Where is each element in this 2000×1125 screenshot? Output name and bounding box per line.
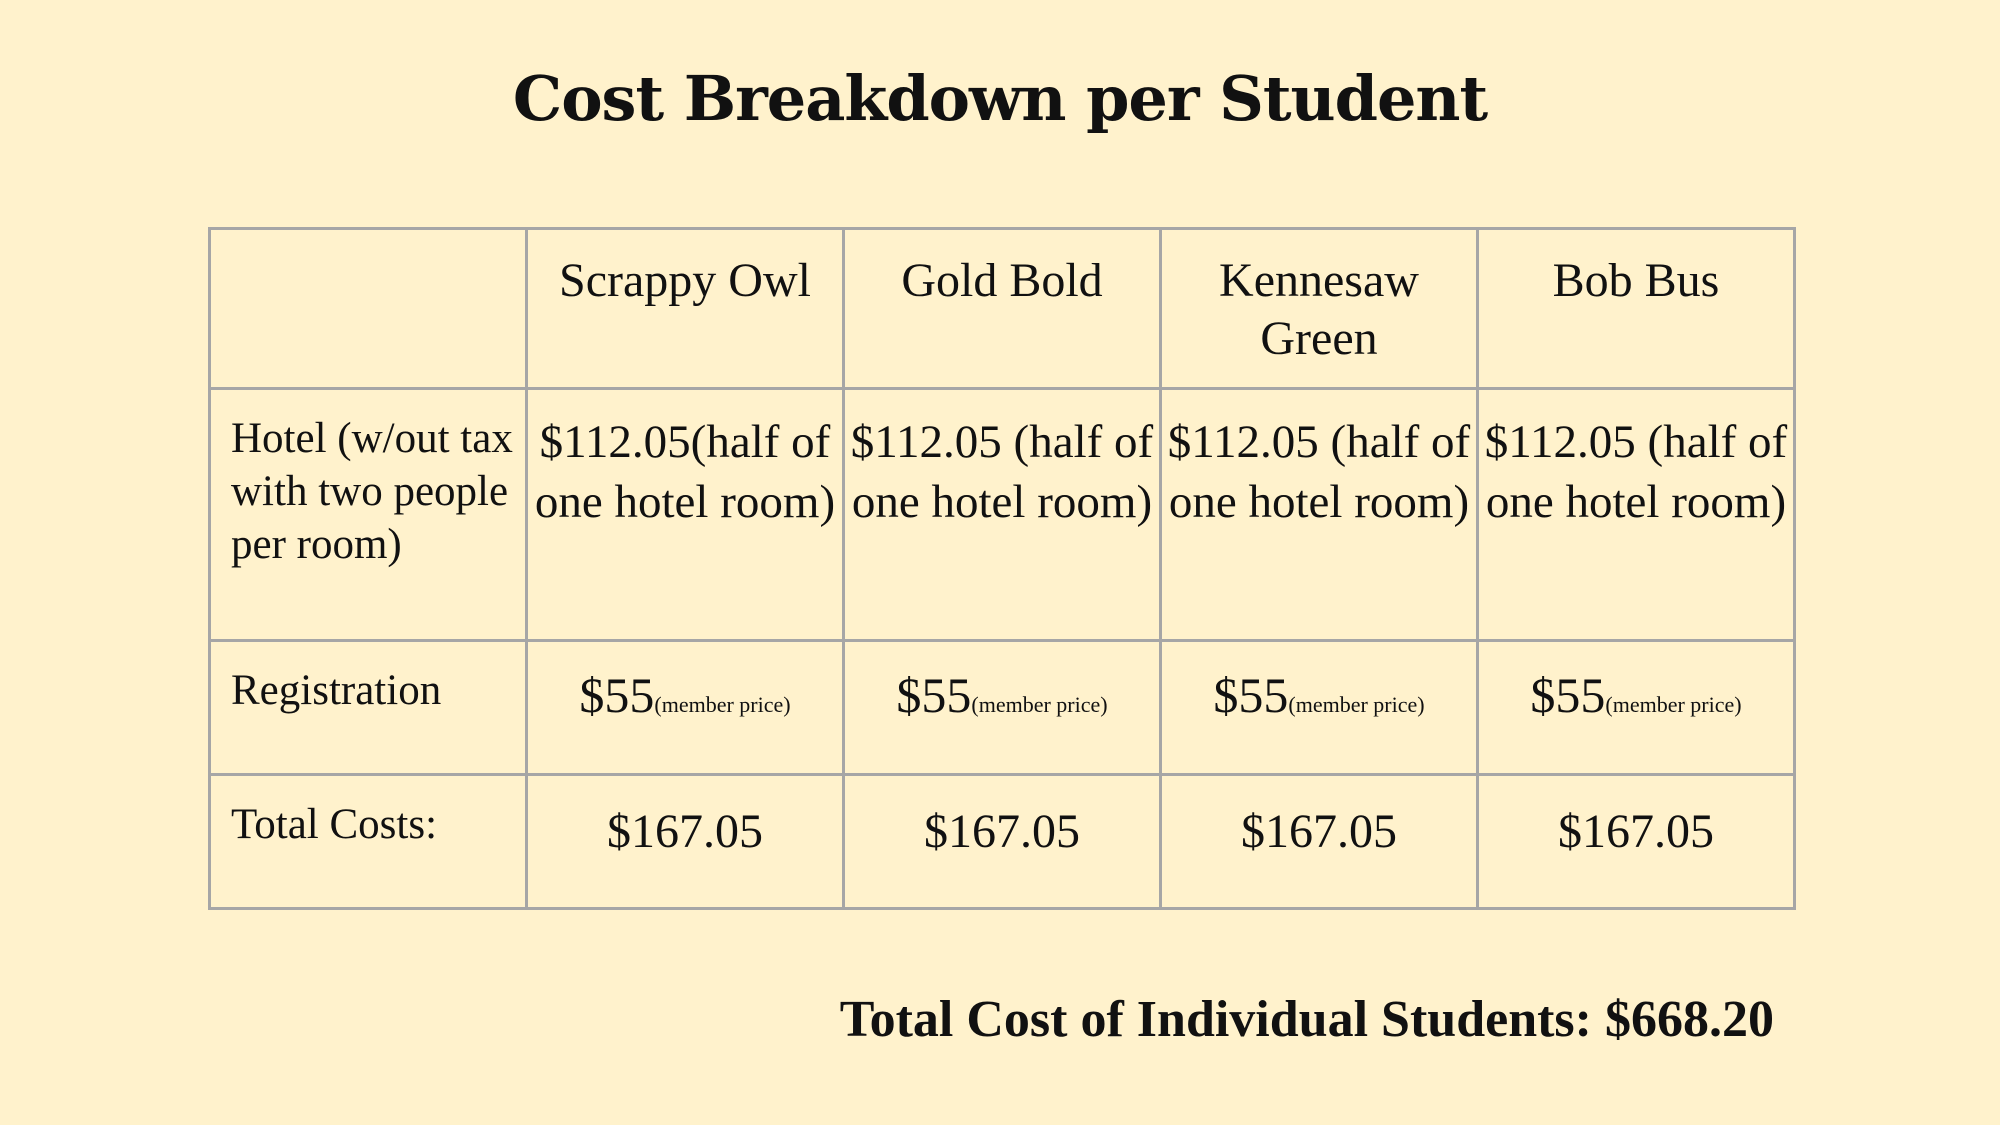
cost-table	[208, 227, 1796, 910]
registration-note: (member price)	[971, 692, 1108, 717]
row-label-total: Total Costs:	[210, 775, 527, 909]
header-cell-gold-bold: Gold Bold	[844, 229, 1161, 389]
header-cell-empty	[210, 229, 527, 389]
hotel-cost-cell: $112.05 (half of one hotel room)	[1161, 389, 1478, 641]
row-label-registration: Registration	[210, 641, 527, 775]
hotel-cost-cell: $112.05 (half of one hotel room)	[1478, 389, 1795, 641]
total-cost-cell: $167.05	[527, 775, 844, 909]
total-cost-cell: $167.05	[1161, 775, 1478, 909]
table-row-registration	[210, 641, 1795, 775]
registration-amount: $55	[896, 667, 972, 723]
table-row-hotel	[210, 389, 1795, 641]
registration-amount: $55	[579, 667, 655, 723]
header-cell-scrappy-owl: Scrappy Owl	[527, 229, 844, 389]
registration-cost-cell	[527, 641, 844, 775]
grand-total: Total Cost of Individual Students: $668.20	[839, 991, 1774, 1048]
registration-note: (member price)	[1288, 692, 1425, 717]
row-label-hotel: Hotel (w/out tax with two people per room)	[210, 389, 527, 641]
registration-cost-cell	[1161, 641, 1478, 775]
registration-note: (member price)	[1605, 692, 1742, 717]
total-cost-cell: $167.05	[1478, 775, 1795, 909]
total-cost-cell: $167.05	[844, 775, 1161, 909]
registration-cost-cell	[844, 641, 1161, 775]
page-title: Cost Breakdown per Student	[512, 62, 1488, 135]
table-header-row	[210, 229, 1795, 389]
registration-amount: $55	[1530, 667, 1606, 723]
hotel-cost-cell: $112.05(half of one hotel room)	[527, 389, 844, 641]
registration-cost-cell	[1478, 641, 1795, 775]
header-cell-kennesaw-green: Kennesaw Green	[1161, 229, 1478, 389]
table-row-total	[210, 775, 1795, 909]
registration-amount: $55	[1213, 667, 1289, 723]
header-cell-bob-bus: Bob Bus	[1478, 229, 1795, 389]
registration-note: (member price)	[654, 692, 791, 717]
hotel-cost-cell: $112.05 (half of one hotel room)	[844, 389, 1161, 641]
